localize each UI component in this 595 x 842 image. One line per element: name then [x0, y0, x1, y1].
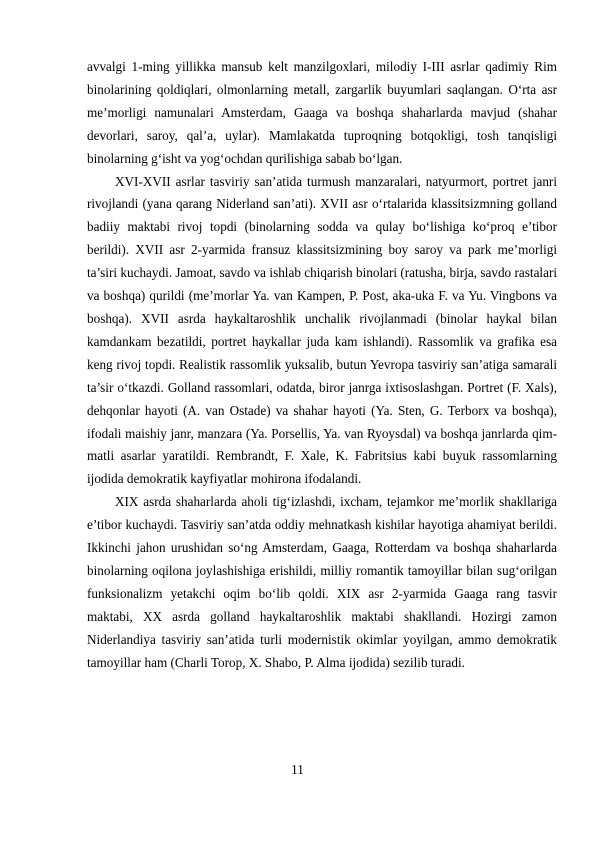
paragraph-3: XIX asrda shaharlarda aholi tig‘izlashdi, ixcham, tejamkor me’morlik shakllariga e’tibor kuchaydi. Tasviriy san’atda oddiy mehnatkash kishilar hayotiga ahamiyat berildi. Ikkinchi jahon urushidan so‘ng Amsterdam, Gaaga, Rotterdam va boshqa shaharlarda binolarning oqilona joylashishiga erishildi, milliy romantik tamoyillar bilan sug‘orilgan funksionalizm yetakchi oqim bo‘lib qoldi. XIX asr 2-yarmida Gaaga rang tasvir maktabi, XX asrda golland haykaltaroshlik maktabi shakllandi. Hozirgi zamon Niderlandiya tasviriy san’atida turli modernistik okimlar yoyilgan, ammo demokratik tamoyillar ham (Charli Torop, X. Shabo, P. Alma ijodida) sezilib turadi.	[87, 494, 557, 670]
paragraph-1: avvalgi 1-ming yillikka mansub kelt manzilgoxlari, milodiy I-III asrlar qadimiy Rim binolarining qoldiqlari, olmonlarning metall, zargarlik buyumlari saqlangan. O‘rta asr me’morligi namunalari Amsterdam, Gaaga va boshqa shaharlarda mavjud (shahar devorlari, saroy, qal’a, uylar). Mamlakatda tuproqning botqokligi, tosh tanqisligi binolarning g‘isht va yog‘ochdan qurilishiga sabab bo‘lgan.	[87, 59, 557, 166]
page-number: 11	[291, 762, 304, 777]
paragraph-2: XVI-XVII asrlar tasviriy san’atida turmush manzaralari, natyurmort, portret janri rivojlandi (yana qarang Niderland san’ati). XVII asr o‘rtalarida klassitsizmning golland badiiy maktabi rivoj topdi (binolarning sodda va qulay bo‘lishiga ko‘proq e’tibor berildi). XVII asr 2-yarmida fransuz klassitsizmining boy saroy va park me’morligi ta’siri kuchaydi. Jamoat, savdo va ishlab chiqarish binolari (ratusha, birja, savdo rastalari va boshqa) qurildi (me’morlar Ya. van Kampen, P. Post, aka-uka F. va Yu. Vingbons va boshqa). XVII asrda haykaltaroshlik unchalik rivojlanmadi (binolar haykal bilan kamdankam bezatildi, portret haykallar juda kam ishlandi). Rassomlik va grafika esa keng rivoj topdi. Realistik rassomlik yuksalib, butun Yevropa tasviriy san’atiga samarali ta’sir o‘tkazdi. Golland rassomlari, odatda, biror janrga ixtisoslashgan. Portret (F. Xals), dehqonlar hayoti (A. van Ostade) va shahar hayoti (Ya. Sten, G. Terborx va boshqa), ifodali maishiy janr, manzara (Ya. Porsellis, Ya. van Ryoysdal) va boshqa janrlarda qim-matli asarlar yaratildi. Rembrandt, F. Xale, K. Fabritsius kabi buyuk rassomlarning ijodida demokratik kayfiyatlar mohirona ifodalandi.	[87, 173, 557, 487]
document-body	[87, 56, 557, 674]
